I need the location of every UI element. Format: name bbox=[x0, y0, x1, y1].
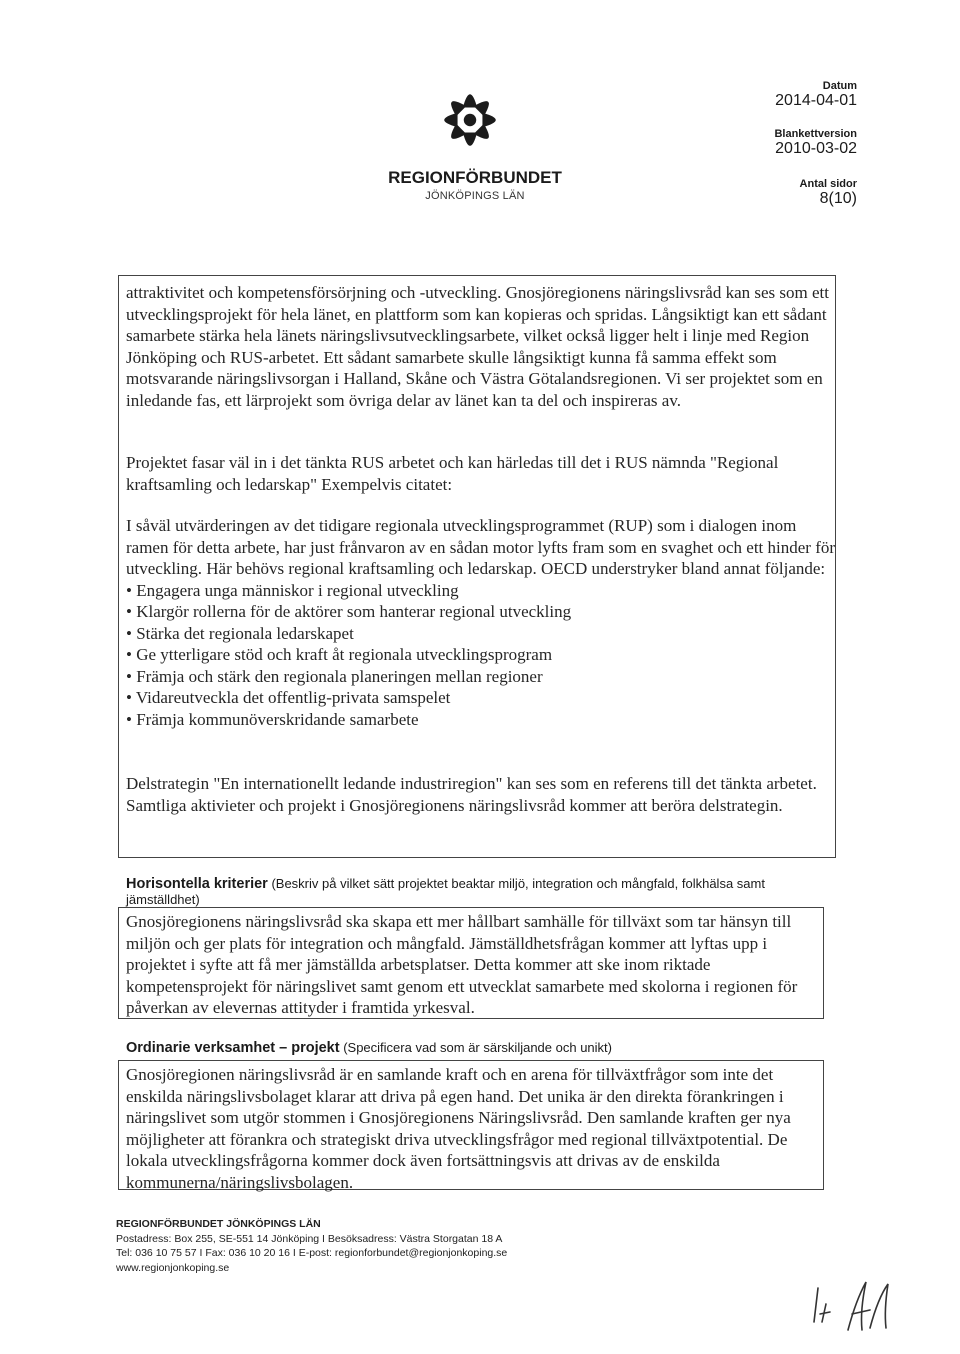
list-item: • Främja kommunöverskridande samarbete bbox=[126, 709, 838, 731]
description-paragraph-2: Projektet fasar väl in i det tänkta RUS arbetet och kan härledas till det i RUS nämnda "Regional kraftsamling och ledarskap" Exempelvis citatet: bbox=[126, 453, 779, 494]
list-item: • Klargör rollerna för de aktörer som hanterar regional utveckling bbox=[126, 601, 838, 623]
version-block bbox=[774, 128, 857, 158]
footer bbox=[116, 1217, 507, 1275]
org-subtitle: JÖNKÖPINGS LÄN bbox=[425, 190, 525, 202]
date-block bbox=[775, 80, 857, 110]
quote-block bbox=[126, 515, 838, 730]
version-label: Blankettversion bbox=[774, 128, 857, 140]
footer-org: REGIONFÖRBUNDET JÖNKÖPINGS LÄN bbox=[116, 1218, 321, 1230]
footer-web: www.regionjonkoping.se bbox=[116, 1261, 230, 1274]
list-item: • Främja och stärk den regionala planeringen mellan regioner bbox=[126, 666, 838, 688]
ordinary-operations-heading bbox=[126, 1040, 826, 1056]
footer-contact: Tel: 036 10 75 57 I Fax: 036 10 20 16 I E-post: regionforbundet@regionjonkoping.se bbox=[116, 1247, 508, 1259]
pages-value: 8(10) bbox=[819, 190, 857, 207]
pages-block bbox=[800, 178, 857, 208]
pages-label: Antal sidor bbox=[799, 178, 857, 190]
quote-paragraph: I såväl utvärderingen av det tidigare regionala utvecklingsprogrammet (RUP) som i dialogen inom ramen för detta arbete, har just frånvaron av en sådan motor lyfts fram som en svaghet och ett hinder för utveckling. Här behövs regional kraftsamling och ledarskap. OECD understryker bland annat följande: bbox=[126, 516, 836, 578]
list-item: • Engagera unga människor i regional utveckling bbox=[126, 580, 838, 602]
section-title: Horisontella kriterier bbox=[126, 876, 268, 892]
ordinary-operations-text: Gnosjöregionen näringslivsråd är en samlande kraft och en arena för tillväxtfrågor som inte det enskilda näringslivsbolaget klarar att driva på egen hand. Det unika är den direkta förankringen i näringslivet som utgör stommen i Gnosjöregionens Näringslivsråd. Den samlande kraften ger nya möjligheter att förankra och strategiskt driva utvecklingsfrågor med regional tillväxtpotential. De lokala utvecklingsfrågorna kommer dock även fortsättningsvis att drivas av de enskilda kommunerna/näringslivsbolagen. bbox=[126, 1065, 791, 1192]
section-subtitle: (Beskriv på vilket sätt projektet beaktar miljö, integration och mångfald, folkhälsa samt jämställdhet) bbox=[126, 876, 765, 907]
horizontal-criteria-text: Gnosjöregionens näringslivsråd ska skapa ett mer hållbart samhälle för tillväxt som tar hänsyn till miljön och ger plats för integration och mångfald. Jämställdhetsfrågan kommer att lyftas upp i projektet i syfte att få mer jämställda arbetsplatser. Detta kommer att ske inom riktade kompetensprojekt för näringslivet samt genom ett utvecklat samarbete med skolorna i regionen för påverkan av elevernas attityder i framtida yrkesval. bbox=[126, 912, 798, 1017]
footer-postal: Postadress: Box 255, SE-551 14 Jönköping I Besöksadress: Västra Storgatan 18 A bbox=[116, 1232, 503, 1245]
list-item: • Ge ytterligare stöd och kraft åt regionala utvecklingsprogram bbox=[126, 644, 838, 666]
list-item: • Stärka det regionala ledarskapet bbox=[126, 623, 838, 645]
handwritten-initials bbox=[800, 1270, 910, 1340]
section-title: Ordinarie verksamhet – projekt bbox=[126, 1040, 340, 1056]
description-paragraph-4: Delstrategin "En internationellt ledande industriregion" kan ses som en referens till det tänkta arbetet. Samtliga aktivieter och projekt i Gnosjöregionens näringslivsråd kommer att beröra delstrategin. bbox=[126, 774, 817, 815]
org-name: REGIONFÖRBUNDET bbox=[388, 168, 562, 187]
regionforbundet-logo bbox=[430, 75, 510, 165]
date-label: Datum bbox=[822, 80, 857, 92]
date-value: 2014-04-01 bbox=[775, 92, 857, 109]
description-paragraph-1: attraktivitet och kompetensförsörjning och -utveckling. Gnosjöregionens näringslivsråd kan ses som ett utvecklingsprojekt för hela länet, en plattform som kan kopieras och spridas. Långsiktigt kan ett sådant samarbete stärka hela länets näringslivsutvecklingsarbete, vilket också ligger helt i linje med Region Jönköping och RUS-arbetet. Ett sådant samarbete skulle långsiktigt kunna få samma effekt som motsvarande näringslivsorgan i Halland, Skåne och Västra Götalandsregionen. Vi ser projektet som en inledande fas, ett lärprojekt som övriga delar av länet kan ta del och inspireras av. bbox=[126, 283, 829, 410]
oecd-list bbox=[126, 580, 838, 731]
version-value: 2010-03-02 bbox=[775, 140, 857, 157]
section-subtitle: (Specificera vad som är särskiljande och unikt) bbox=[343, 1040, 612, 1055]
list-item: • Vidareutveckla det offentlig-privata samspelet bbox=[126, 687, 838, 709]
horizontal-criteria-heading bbox=[126, 876, 826, 907]
